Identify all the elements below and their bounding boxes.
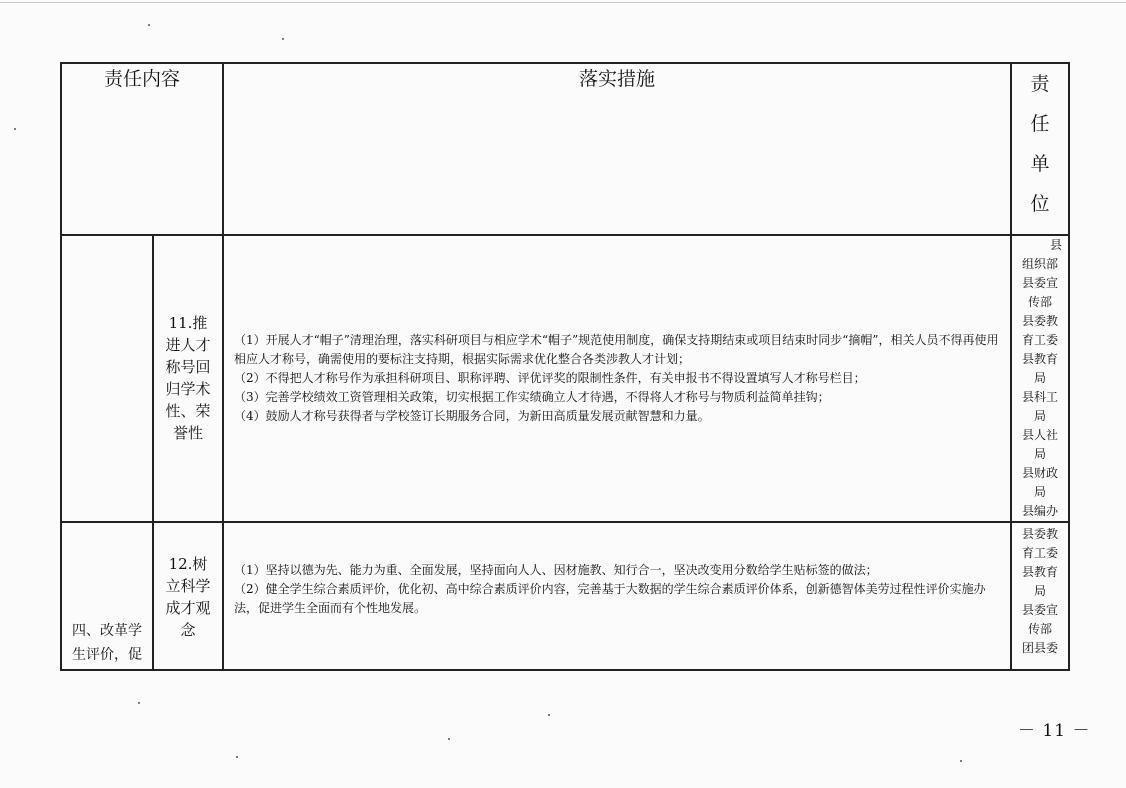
header-unit-char: 责 [1030, 73, 1050, 95]
unit-line: 局 [1034, 409, 1047, 423]
unit-line: 局 [1034, 371, 1047, 385]
scan-speck [448, 738, 450, 740]
unit-line: 县 [1050, 238, 1063, 252]
unit-line: 县科工 [1022, 390, 1059, 404]
category-cell [61, 522, 153, 670]
item-line: 念 [180, 621, 196, 639]
unit-line: 县委教 [1022, 527, 1059, 541]
scan-speck [14, 128, 16, 130]
page-number: － 11 － [1018, 721, 1091, 741]
header-unit-char: 单 [1030, 153, 1050, 175]
item-line: 誉性 [173, 424, 204, 442]
item-cell [153, 522, 223, 670]
header-responsibility-content: 责任内容 [61, 63, 223, 235]
measure-item: （4）鼓励人才称号获得者与学校签订长期服务合同，为新田高质量发展贡献智慧和力量。 [234, 409, 710, 423]
item-cell [153, 235, 223, 522]
unit-line: 组织部 [1022, 257, 1059, 271]
category-line: 生评价，促 [72, 647, 142, 663]
unit-line: 县委宣 [1022, 603, 1059, 617]
unit-line: 育工委 [1022, 333, 1059, 347]
measures-cell [223, 522, 1011, 670]
unit-line: 局 [1034, 485, 1047, 499]
responsibility-table [60, 62, 1070, 671]
category-cell-empty [61, 235, 153, 522]
unit-line: 县人社 [1022, 428, 1059, 442]
unit-line: 育工委 [1022, 546, 1059, 560]
header-unit-char: 任 [1030, 113, 1050, 135]
unit-line: 县委宣 [1022, 276, 1059, 290]
unit-cell [1011, 235, 1069, 522]
unit-line: 团县委 [1022, 641, 1059, 655]
header-implementation-measures: 落实措施 [223, 63, 1011, 235]
scan-speck [960, 760, 962, 762]
unit-cell [1011, 522, 1069, 670]
scan-edge-line [0, 2, 1126, 3]
header-responsible-unit [1011, 63, 1069, 235]
scan-speck [236, 756, 238, 758]
unit-line: 传部 [1028, 295, 1053, 309]
item-line: 立科学 [165, 577, 211, 595]
measure-item: （3）完善学校绩效工资管理相关政策，切实根据工作实绩确立人才待遇，不得将人才称号与物质利益简单挂钩； [234, 390, 830, 404]
measures-cell [223, 235, 1011, 522]
item-line: 进人才 [165, 336, 211, 354]
measure-item: （1）开展人才“帽子”清理治理，落实科研项目与相应学术“帽子”规范使用制度，确保支持期结束或项目结束时同步“摘帽”，相关人员不得再使用相应人才称号，确需使用的要标注支持期，根据实际需求优化整合各类涉教人才计划； [234, 333, 999, 366]
item-line: 性、荣 [165, 402, 211, 420]
unit-line: 局 [1034, 447, 1047, 461]
table-row [61, 522, 1069, 670]
unit-line: 县编办 [1022, 504, 1059, 518]
measure-item: （2）健全学生综合素质评价，优化初、高中综合素质评价内容，完善基于大数据的学生综合素质评价体系，创新德智体美劳过程性评价实施办法，促进学生全面而有个性地发展。 [234, 582, 986, 615]
measure-item: （1）坚持以德为先、能力为重、全面发展，坚持面向人人、因材施教、知行合一，坚决改变用分数给学生贴标签的做法； [234, 563, 878, 577]
unit-line: 县财政 [1022, 466, 1059, 480]
unit-line: 局 [1034, 584, 1047, 598]
header-unit-char: 位 [1030, 193, 1050, 215]
table-header-row [61, 63, 1069, 235]
unit-line: 县教育 [1022, 352, 1059, 366]
unit-line: 县教育 [1022, 565, 1059, 579]
unit-line: 传部 [1028, 622, 1053, 636]
item-line: 11.推 [168, 314, 208, 332]
item-line: 称号回 [165, 358, 211, 376]
measure-item: （2）不得把人才称号作为承担科研项目、职称评聘、评优评奖的限制性条件，有关申报书不得设置填写人才称号栏目； [234, 371, 866, 385]
unit-line: 县委教 [1022, 314, 1059, 328]
item-line: 12.树 [168, 555, 208, 573]
category-line: 四、改革学 [72, 623, 142, 639]
item-line: 成才观 [165, 599, 211, 617]
scan-speck [148, 24, 150, 26]
table-row [61, 235, 1069, 522]
scan-speck [138, 702, 140, 704]
item-line: 归学术 [165, 380, 211, 398]
scan-speck [282, 38, 284, 40]
scan-speck [548, 714, 550, 716]
